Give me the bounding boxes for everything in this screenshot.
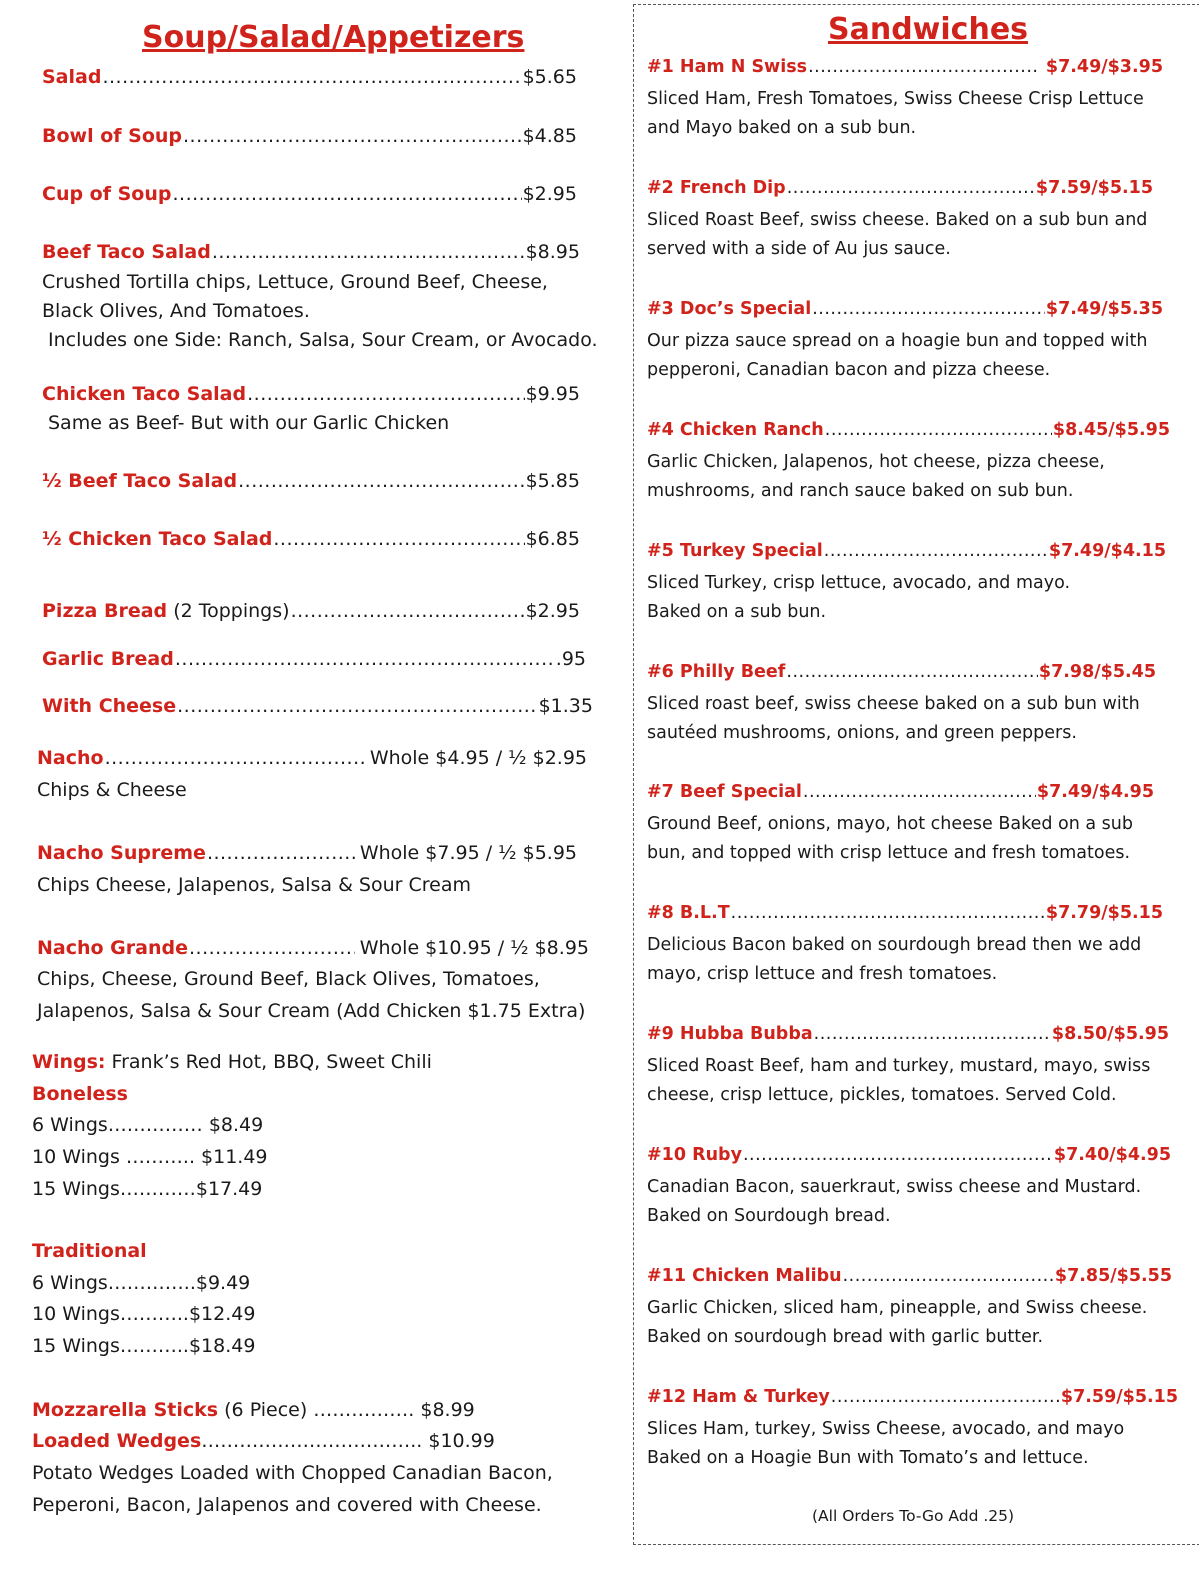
item-name: #10 Ruby — [647, 1145, 742, 1166]
item-description: Baked on a Hoagie Bun with Tomato’s and lettuce. — [647, 1447, 1089, 1468]
menu-item-half-beef-taco — [42, 470, 580, 492]
item-name: Nacho Grande — [37, 937, 188, 959]
sandwich-item-heading — [647, 57, 1163, 77]
item-name: Loaded Wedges — [32, 1430, 202, 1452]
item-name: #12 Ham & Turkey — [647, 1386, 830, 1407]
wings-price-line: 15 Wings………..$18.49 — [32, 1335, 256, 1357]
item-price: $7.79/$5.15 — [1045, 903, 1163, 924]
item-description: Sliced Ham, Fresh Tomatoes, Swiss Cheese Crisp Lettuce — [647, 89, 1144, 109]
item-price: (6 Piece) ……………. $8.99 — [218, 1399, 475, 1421]
item-description: Sliced roast beef, swiss cheese baked on a sub bun with — [647, 693, 1140, 714]
menu-item-salad — [42, 66, 577, 88]
appetizers-title: Soup/Salad/Appetizers — [142, 20, 525, 55]
item-description: and Mayo baked on a sub bun. — [647, 118, 917, 138]
item-description: cheese, crisp lettuce, pickles, tomatoes. Served Cold. — [647, 1085, 1117, 1106]
sandwich-item-heading — [647, 782, 1154, 802]
item-name: #2 French Dip — [647, 177, 786, 198]
wings-header — [32, 1051, 432, 1073]
item-price: $7.49/$5.35 — [1045, 298, 1163, 319]
item-price: $2.95 — [525, 600, 580, 622]
item-price: Whole $4.95 / ½ $2.95 — [369, 747, 587, 769]
item-name: With Cheese — [42, 695, 177, 717]
item-name: ½ Chicken Taco Salad — [42, 528, 273, 550]
item-description: Peperoni, Bacon, Jalapenos and covered with Cheese. — [32, 1494, 542, 1516]
menu-item-cup-soup — [42, 183, 577, 205]
item-price: $2.95 — [522, 183, 577, 205]
sandwich-item-heading — [647, 299, 1163, 319]
item-price: $8.50/$5.95 — [1051, 1024, 1169, 1045]
item-price: $6.85 — [525, 528, 580, 550]
item-description: Same as Beef- But with our Garlic Chicken — [48, 412, 450, 434]
menu-item-half-chicken-taco — [42, 528, 580, 550]
item-name: Bowl of Soup — [42, 125, 183, 147]
item-price: $4.85 — [522, 125, 577, 147]
sandwich-item-heading — [647, 1387, 1178, 1407]
item-description: bun, and topped with crisp lettuce and fresh tomatoes. — [647, 843, 1131, 864]
item-description: Chips & Cheese — [37, 779, 187, 801]
item-price: .95 — [555, 648, 586, 670]
item-description: mayo, crisp lettuce and fresh tomatoes. — [647, 964, 998, 985]
item-price: Whole $10.95 / ½ $8.95 — [359, 937, 589, 959]
item-description: Delicious Bacon baked on sourdough bread then we add — [647, 935, 1142, 956]
item-name: Garlic Bread — [42, 648, 174, 670]
item-name: #8 B.L.T — [647, 903, 730, 924]
sandwich-item-heading — [647, 1024, 1169, 1044]
menu-item-pizza-bread — [42, 600, 580, 622]
item-description: Chips, Cheese, Ground Beef, Black Olives, Tomatoes, — [37, 968, 540, 990]
wings-boneless-label: Boneless — [32, 1083, 128, 1105]
item-name: #6 Philly Beef — [647, 661, 786, 682]
item-description: Slices Ham, turkey, Swiss Cheese, avocado, and mayo — [647, 1418, 1125, 1439]
item-name: Pizza Bread — [42, 600, 168, 622]
item-description: Baked on a sub bun. — [647, 601, 827, 622]
item-name: #4 Chicken Ranch — [647, 419, 824, 440]
item-price: $7.49/$4.15 — [1048, 540, 1166, 561]
sandwich-item-heading — [647, 178, 1153, 198]
menu-item-bowl-soup — [42, 125, 577, 147]
menu-item-mozzarella — [32, 1399, 475, 1421]
sandwich-item-heading — [647, 662, 1156, 682]
wings-price-line: 10 Wings ……….. $11.49 — [32, 1146, 268, 1168]
sandwich-item-heading — [647, 1145, 1171, 1165]
item-name: #5 Turkey Special — [647, 540, 823, 561]
sandwich-item-heading — [647, 541, 1166, 561]
item-description: Sliced Roast Beef, ham and turkey, mustard, mayo, swiss — [647, 1056, 1151, 1077]
item-price: $8.95 — [525, 241, 580, 263]
item-name: #9 Hubba Bubba — [647, 1024, 813, 1045]
item-price: $7.40/$4.95 — [1053, 1145, 1171, 1166]
menu-item-loaded-wedges — [32, 1430, 495, 1452]
item-price: $5.65 — [522, 66, 577, 88]
wings-price-line: 6 Wings…………..$9.49 — [32, 1272, 251, 1294]
item-description: Garlic Chicken, sliced ham, pineapple, and Swiss cheese. — [647, 1298, 1148, 1318]
item-name: Nacho — [37, 747, 104, 769]
sandwich-item-heading — [647, 420, 1170, 440]
item-name: Beef Taco Salad — [42, 241, 211, 263]
item-description: Crushed Tortilla chips, Lettuce, Ground Beef, Cheese, — [42, 271, 548, 293]
item-name: #11 Chicken Malibu — [647, 1266, 842, 1286]
item-name: Mozzarella Sticks — [32, 1399, 219, 1421]
item-description: sautéed mushrooms, onions, and green peppers. — [647, 722, 1077, 743]
item-name: Chicken Taco Salad — [42, 383, 247, 405]
item-price: …………………………….. $10.99 — [201, 1430, 495, 1452]
sandwich-item-heading — [647, 1266, 1172, 1286]
sandwiches-title: Sandwiches — [828, 12, 1029, 47]
menu-item-nacho-supreme — [37, 842, 577, 864]
item-description: served with a side of Au jus sauce. — [647, 238, 951, 259]
item-name: #3 Doc’s Special — [647, 298, 812, 319]
item-price: Whole $7.95 / ½ $5.95 — [359, 842, 577, 864]
item-description: Includes one Side: Ranch, Salsa, Sour Cream, or Avocado. — [48, 329, 598, 351]
item-name: ½ Beef Taco Salad — [42, 470, 238, 492]
item-description: Jalapenos, Salsa & Sour Cream (Add Chicken $1.75 Extra) — [37, 1000, 586, 1022]
to-go-note: (All Orders To-Go Add .25) — [812, 1507, 1015, 1525]
item-description: Sliced Roast Beef, swiss cheese. Baked on a sub bun and — [647, 209, 1148, 230]
item-name: #7 Beef Special — [647, 782, 802, 803]
wings-label: Wings: — [32, 1051, 106, 1073]
item-description: Ground Beef, onions, mayo, hot cheese Baked on a sub — [647, 814, 1133, 835]
wings-price-line: 6 Wings…………… $8.49 — [32, 1114, 264, 1136]
menu-item-chicken-taco-salad — [42, 383, 580, 405]
menu-item-with-cheese — [42, 695, 593, 717]
item-price: $7.49/$4.95 — [1036, 782, 1154, 803]
menu-item-beef-taco-salad — [42, 241, 580, 263]
item-name: #1 Ham N Swiss — [647, 57, 808, 77]
item-price: $7.59/$5.15 — [1060, 1386, 1178, 1407]
item-description: Chips Cheese, Jalapenos, Salsa & Sour Cream — [37, 874, 472, 896]
item-description: Garlic Chicken, Jalapenos, hot cheese, pizza cheese, — [647, 451, 1105, 472]
item-name: Nacho Supreme — [37, 842, 206, 864]
item-description: pepperoni, Canadian bacon and pizza cheese. — [647, 359, 1051, 380]
item-description: Baked on sourdough bread with garlic butter. — [647, 1327, 1044, 1347]
item-price: $7.98/$5.45 — [1038, 661, 1156, 682]
item-price: $7.85/$5.55 — [1054, 1266, 1172, 1286]
menu-item-nacho-grande — [37, 937, 589, 959]
item-price: $7.59/$5.15 — [1035, 177, 1153, 198]
item-price: $5.85 — [525, 470, 580, 492]
item-price: $1.35 — [538, 695, 593, 717]
item-price: $8.45/$5.95 — [1052, 419, 1170, 440]
item-description: Our pizza sauce spread on a hoagie bun and topped with — [647, 330, 1148, 351]
menu-item-garlic-bread — [42, 648, 586, 670]
item-note: (2 Toppings) — [167, 600, 290, 622]
item-description: Potato Wedges Loaded with Chopped Canadian Bacon, — [32, 1462, 553, 1484]
item-description: Canadian Bacon, sauerkraut, swiss cheese and Mustard. — [647, 1177, 1142, 1198]
item-description: Baked on Sourdough bread. — [647, 1206, 891, 1227]
item-price: $9.95 — [525, 383, 580, 405]
item-description: Sliced Turkey, crisp lettuce, avocado, and mayo. — [647, 572, 1071, 593]
wings-price-line: 15 Wings…………$17.49 — [32, 1178, 263, 1200]
menu-item-nacho — [37, 747, 587, 769]
wings-traditional-label: Traditional — [32, 1240, 147, 1262]
item-price: $7.49/$3.95 — [1039, 57, 1163, 77]
wings-price-line: 10 Wings………..$12.49 — [32, 1303, 256, 1325]
item-name: Salad — [42, 66, 102, 88]
item-description: mushrooms, and ranch sauce baked on sub bun. — [647, 480, 1074, 501]
sandwich-item-heading — [647, 903, 1163, 923]
wings-flavors: Frank’s Red Hot, BBQ, Sweet Chili — [105, 1051, 432, 1073]
item-name: Cup of Soup — [42, 183, 172, 205]
item-description: Black Olives, And Tomatoes. — [42, 300, 310, 322]
